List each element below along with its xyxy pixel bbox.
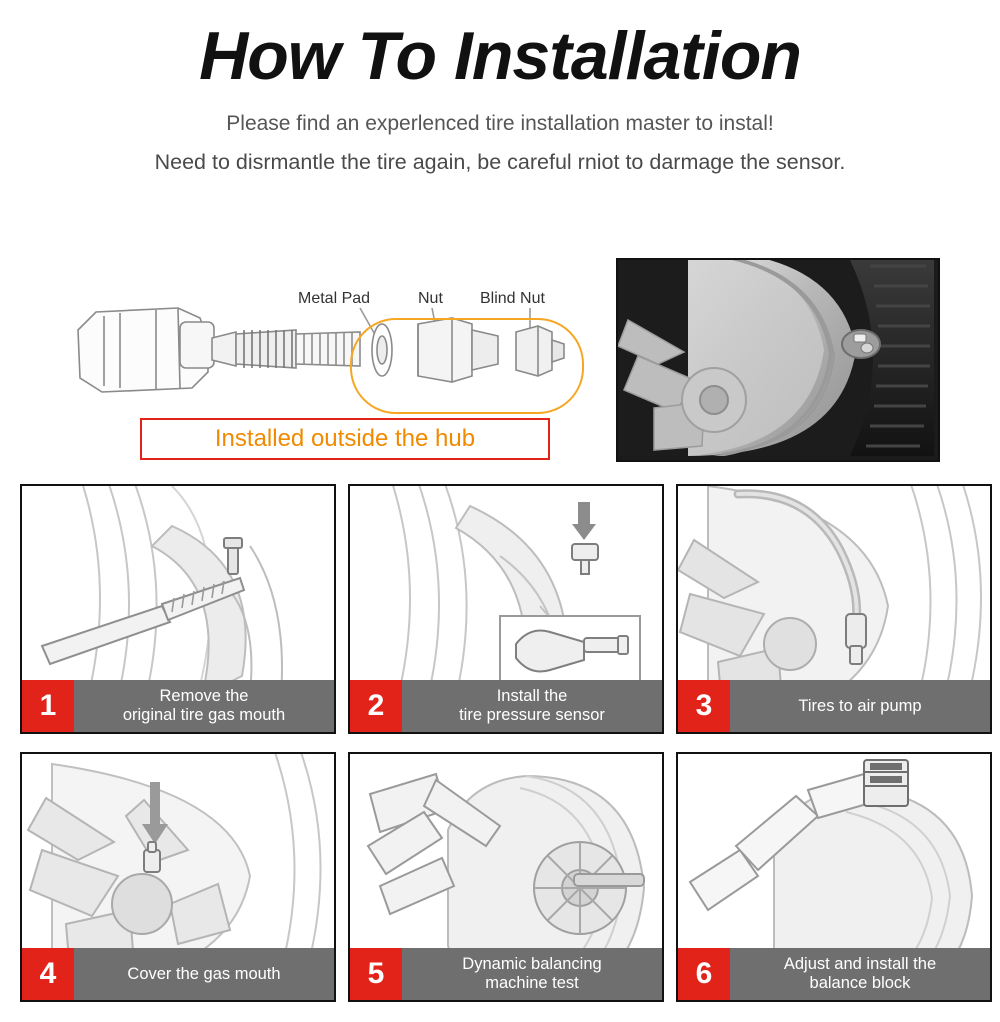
step-4-number: 4 [22, 948, 74, 1000]
step-3-caption [678, 680, 990, 732]
step-5-text-line1: Dynamic balancing [462, 955, 602, 974]
step-card-2 [348, 484, 664, 734]
step-6-text [730, 948, 990, 1000]
step-1-number: 1 [22, 680, 74, 732]
step-1-text [74, 680, 334, 732]
step-1-text-line1: Remove the [159, 687, 249, 706]
step-card-6 [676, 752, 992, 1002]
sensor-exploded-diagram [60, 260, 620, 460]
wheel-photo [616, 258, 940, 462]
step-2-text-line1: Install the [496, 687, 568, 706]
highlight-ring [350, 318, 584, 414]
label-metal-pad: Metal Pad [298, 290, 371, 307]
step-3-text: Tires to air pump [730, 680, 990, 732]
step-2-number: 2 [350, 680, 402, 732]
step-card-4 [20, 752, 336, 1002]
page-title: How To Installation [199, 18, 801, 94]
steps-grid [20, 484, 980, 1002]
step-card-5 [348, 752, 664, 1002]
step-6-text-line2: balance block [809, 974, 911, 992]
step-6-caption [678, 948, 990, 1000]
step-4-text: Cover the gas mouth [74, 948, 334, 1000]
step-5-number: 5 [350, 948, 402, 1000]
step-6-text-line1: Adjust and install the [783, 955, 937, 974]
subtitle-line-1: Please find an experlenced tire installation master to instal! [226, 112, 774, 135]
step-card-3 [676, 484, 992, 734]
installed-outside-hub-note [140, 418, 550, 460]
label-blind-nut: Blind Nut [480, 290, 545, 307]
step-2-text-line2: tire pressure sensor [459, 706, 605, 724]
exploded-diagram-row [60, 260, 940, 470]
installed-outside-hub-text: Installed outside the hub [214, 425, 476, 452]
step-1-caption [22, 680, 334, 732]
step-6-number: 6 [678, 948, 730, 1000]
step-3-number: 3 [678, 680, 730, 732]
step-2-text [402, 680, 662, 732]
poster-root [0, 18, 1000, 1022]
label-nut: Nut [418, 290, 443, 307]
step-1-text-line2: original tire gas mouth [122, 706, 286, 724]
step-5-caption [350, 948, 662, 1000]
step-card-1 [20, 484, 336, 734]
step-4-caption [22, 948, 334, 1000]
step-2-caption [350, 680, 662, 732]
step-5-text-line2: machine test [485, 974, 579, 992]
step-5-text [402, 948, 662, 1000]
subtitle-line-2: Need to disrmantle the tire again, be careful rniot to darmage the sensor. [154, 150, 846, 175]
part-labels [60, 260, 620, 307]
